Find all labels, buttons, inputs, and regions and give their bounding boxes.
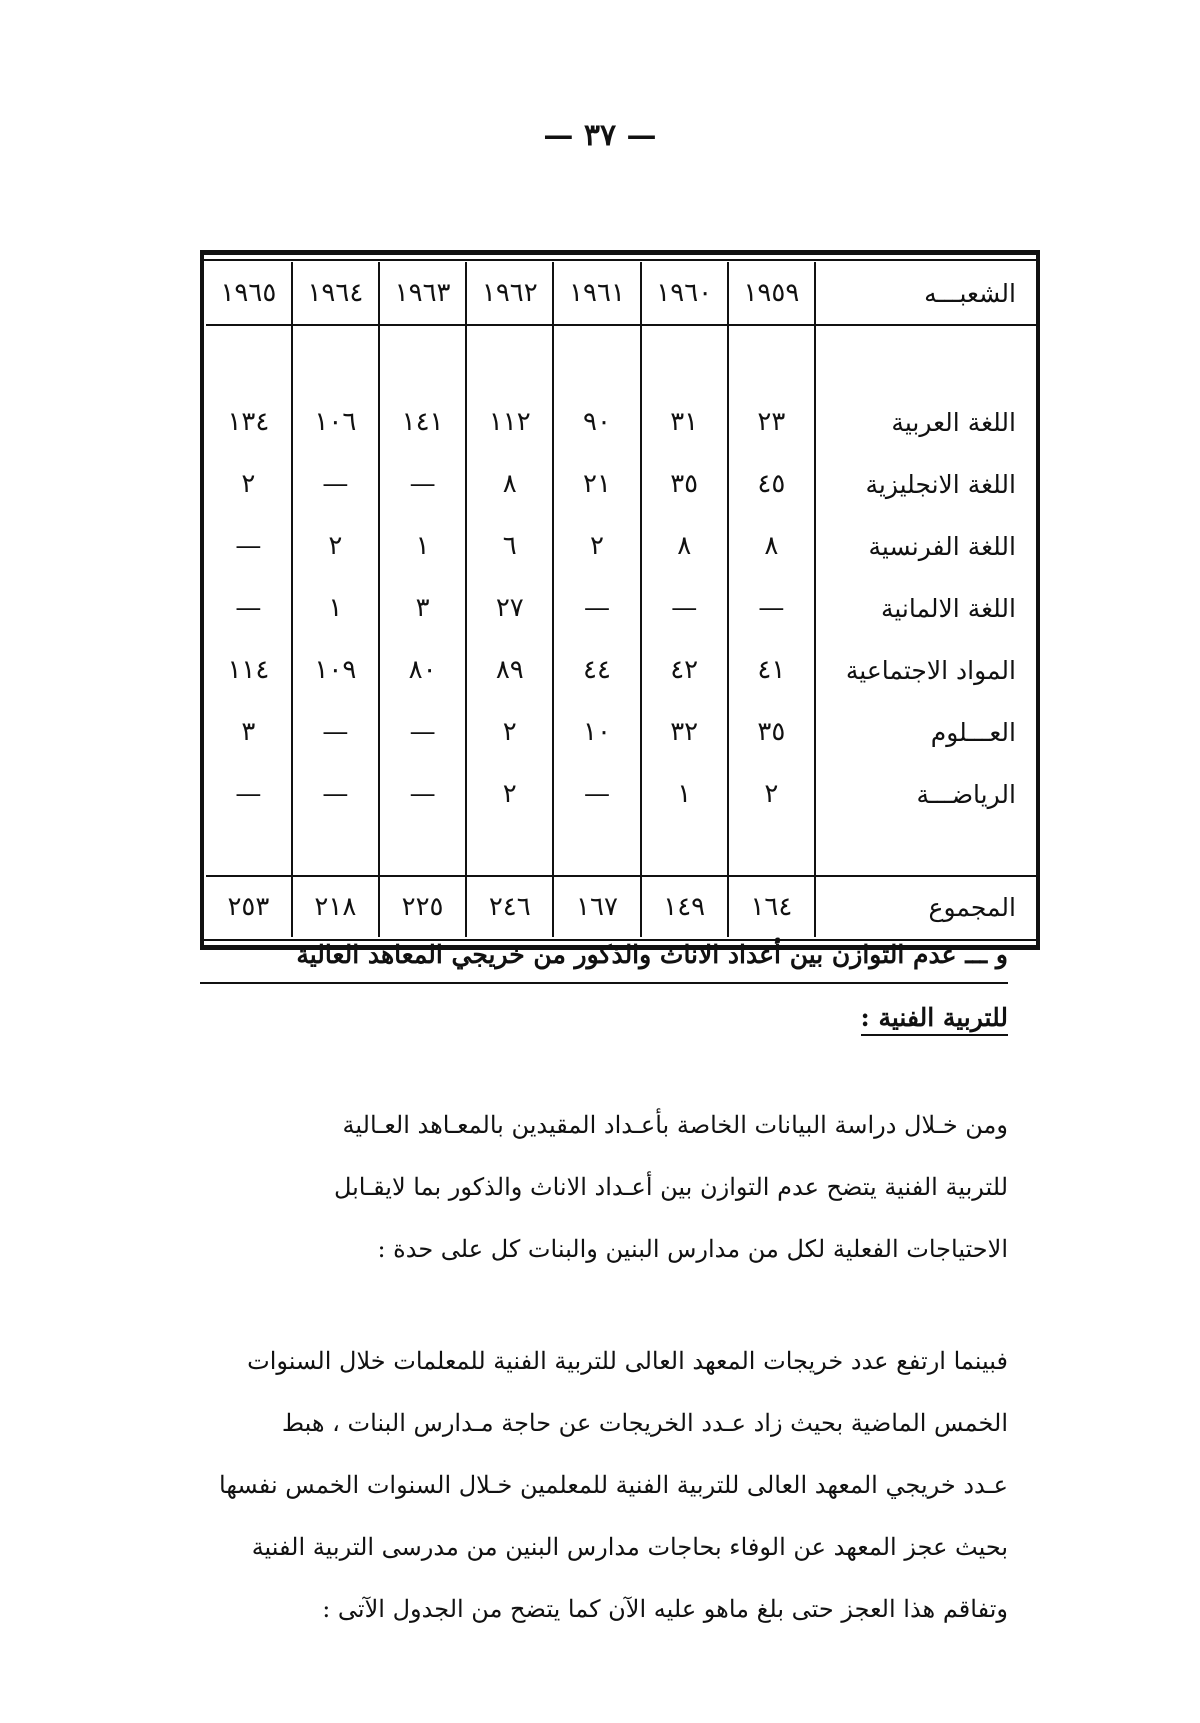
table-cell: ٣ <box>241 717 256 747</box>
spacer-row <box>206 825 1036 876</box>
header-year: ١٩٦٣ <box>379 262 466 325</box>
row-label: اللغة الانجليزية <box>815 453 1036 515</box>
table-cell: ٣٥ <box>641 453 728 515</box>
table-cell: ٢٤٦ <box>466 876 553 937</box>
paragraph-line: الاحتياجات الفعلية لكل من مدارس البنين والبنات كل على حدة : <box>377 1235 1008 1263</box>
table-cell: ١ <box>641 763 728 825</box>
table-cell: ٣١ <box>641 391 728 453</box>
header-year: ١٩٦١ <box>553 262 640 325</box>
table-cell: ٢ <box>292 515 379 577</box>
header-year: ١٩٦٠ <box>641 262 728 325</box>
table-header-row <box>206 262 1036 325</box>
table-cell: ١٠ <box>553 701 640 763</box>
table-cell: — <box>553 763 640 825</box>
table-cell: ٨ <box>466 453 553 515</box>
table-right-rule <box>1036 250 1040 950</box>
table-row <box>206 577 1036 639</box>
table-cell: ١٦٧ <box>553 876 640 937</box>
header-division: الشعبـــه <box>815 262 1036 325</box>
table-cell: ٤٤ <box>553 639 640 701</box>
paragraph-line: ومن خـلال دراسة البيانات الخاصة بأعـداد المقيدين بالمعـاهد العـالية <box>342 1111 1008 1139</box>
table-cell: — <box>292 763 379 825</box>
header-year: ١٩٦٥ <box>206 262 292 325</box>
table-cell: ١١٢ <box>466 391 553 453</box>
table-row <box>206 515 1036 577</box>
header-year: ١٩٦٢ <box>466 262 553 325</box>
row-label: اللغة الفرنسية <box>815 515 1036 577</box>
table-cell: — <box>292 701 379 763</box>
table-row <box>206 639 1036 701</box>
table-cell: ١١٤ <box>227 655 270 685</box>
table-cell: ٨ <box>728 515 815 577</box>
table-cell: ٢١٨ <box>292 876 379 937</box>
table-cell: — <box>235 779 262 809</box>
paragraph-line: فبينما ارتفع عدد خريجات المعهد العالى للتربية الفنية للمعلمات خلال السنوات <box>247 1347 1008 1375</box>
row-label: العـــلوم <box>815 701 1036 763</box>
paragraph-line: عـدد خريجي المعهد العالى للتربية الفنية للمعلمين خـلال السنوات الخمس نفسها <box>219 1471 1008 1499</box>
section-heading: و ـــ عدم التوازن بين أعداد الاناث والذكور من خريجي المعاهد العالية <box>296 940 1008 969</box>
table-cell: ٢٣ <box>728 391 815 453</box>
table-top-rule <box>200 250 1040 255</box>
section-heading-rule <box>200 982 1008 984</box>
table-cell: ٤١ <box>728 639 815 701</box>
table-row <box>206 763 1036 825</box>
row-label: المواد الاجتماعية <box>815 639 1036 701</box>
table-top-rule-thin <box>200 259 1040 261</box>
paragraph-2 <box>200 1330 1008 1640</box>
header-year: ١٩٥٩ <box>728 262 815 325</box>
table-cell: ٢٢٥ <box>379 876 466 937</box>
table-cell: — <box>379 763 466 825</box>
table-cell: ٨٠ <box>379 639 466 701</box>
table-cell: ٦ <box>466 515 553 577</box>
table-left-rule <box>200 250 204 950</box>
table-cell: ١٦٤ <box>728 876 815 937</box>
table-cell: — <box>379 453 466 515</box>
table-cell: ٢١ <box>553 453 640 515</box>
table-cell: ٢ <box>466 763 553 825</box>
table-cell: ٨ <box>641 515 728 577</box>
table-cell: ٣٥ <box>728 701 815 763</box>
table-cell: ٨٩ <box>466 639 553 701</box>
table-cell: ١ <box>292 577 379 639</box>
table-cell: — <box>235 531 262 561</box>
paragraph-line: بحيث عجز المعهد عن الوفاء بحاجات مدارس البنين من مدرسى التربية الفنية <box>251 1533 1008 1561</box>
row-label: اللغة الالمانية <box>815 577 1036 639</box>
table-row <box>206 453 1036 515</box>
table-cell: ٣٢ <box>641 701 728 763</box>
table-cell: ١٠٦ <box>292 391 379 453</box>
paragraph-line: الخمس الماضية بحيث زاد عـدد الخريجات عن حاجة مـدارس البنات ، هبط <box>281 1409 1008 1437</box>
table-cell: — <box>641 577 728 639</box>
paragraph-line: للتربية الفنية يتضح عدم التوازن بين أعـداد الاناث والذكور بما لايقـابل <box>333 1173 1008 1201</box>
table-cell: ١٠٩ <box>292 639 379 701</box>
paragraph-1 <box>200 1094 1008 1280</box>
table-cell: ٢ <box>728 763 815 825</box>
table-cell: ١٤٩ <box>641 876 728 937</box>
graduates-table-frame <box>200 250 1040 950</box>
table-cell: ٢٧ <box>466 577 553 639</box>
table-cell: — <box>728 577 815 639</box>
row-label: المجموع <box>815 876 1036 937</box>
table-cell: ٤٢ <box>641 639 728 701</box>
paragraph-line: وتفاقم هذا العجز حتى بلغ ماهو عليه الآن كما يتضح من الجدول الآتى : <box>322 1595 1008 1623</box>
table-cell: ٢ <box>466 701 553 763</box>
row-label: الرياضـــة <box>815 763 1036 825</box>
table-cell: ٢ <box>241 469 256 499</box>
table-row <box>206 391 1036 453</box>
table-cell: — <box>235 593 262 623</box>
table-cell: ٢٥٣ <box>206 876 292 937</box>
table-cell: ٣ <box>379 577 466 639</box>
table-cell: ٢ <box>553 515 640 577</box>
page-number: — ٣٧ — <box>543 118 657 153</box>
table-cell: ٩٠ <box>553 391 640 453</box>
graduates-table <box>206 262 1036 937</box>
table-cell: ١ <box>379 515 466 577</box>
table-cell: ١٣٤ <box>227 407 270 437</box>
table-cell: — <box>379 701 466 763</box>
row-label: اللغة العربية <box>815 391 1036 453</box>
header-year: ١٩٦٤ <box>292 262 379 325</box>
table-row <box>206 701 1036 763</box>
table-cell: — <box>553 577 640 639</box>
table-cell: ٤٥ <box>728 453 815 515</box>
section-sub-heading: للتربية الفنية : <box>861 1003 1008 1036</box>
table-cell: ١٤١ <box>379 391 466 453</box>
table-cell: — <box>292 453 379 515</box>
total-row <box>206 876 1036 937</box>
spacer-row <box>206 325 1036 391</box>
